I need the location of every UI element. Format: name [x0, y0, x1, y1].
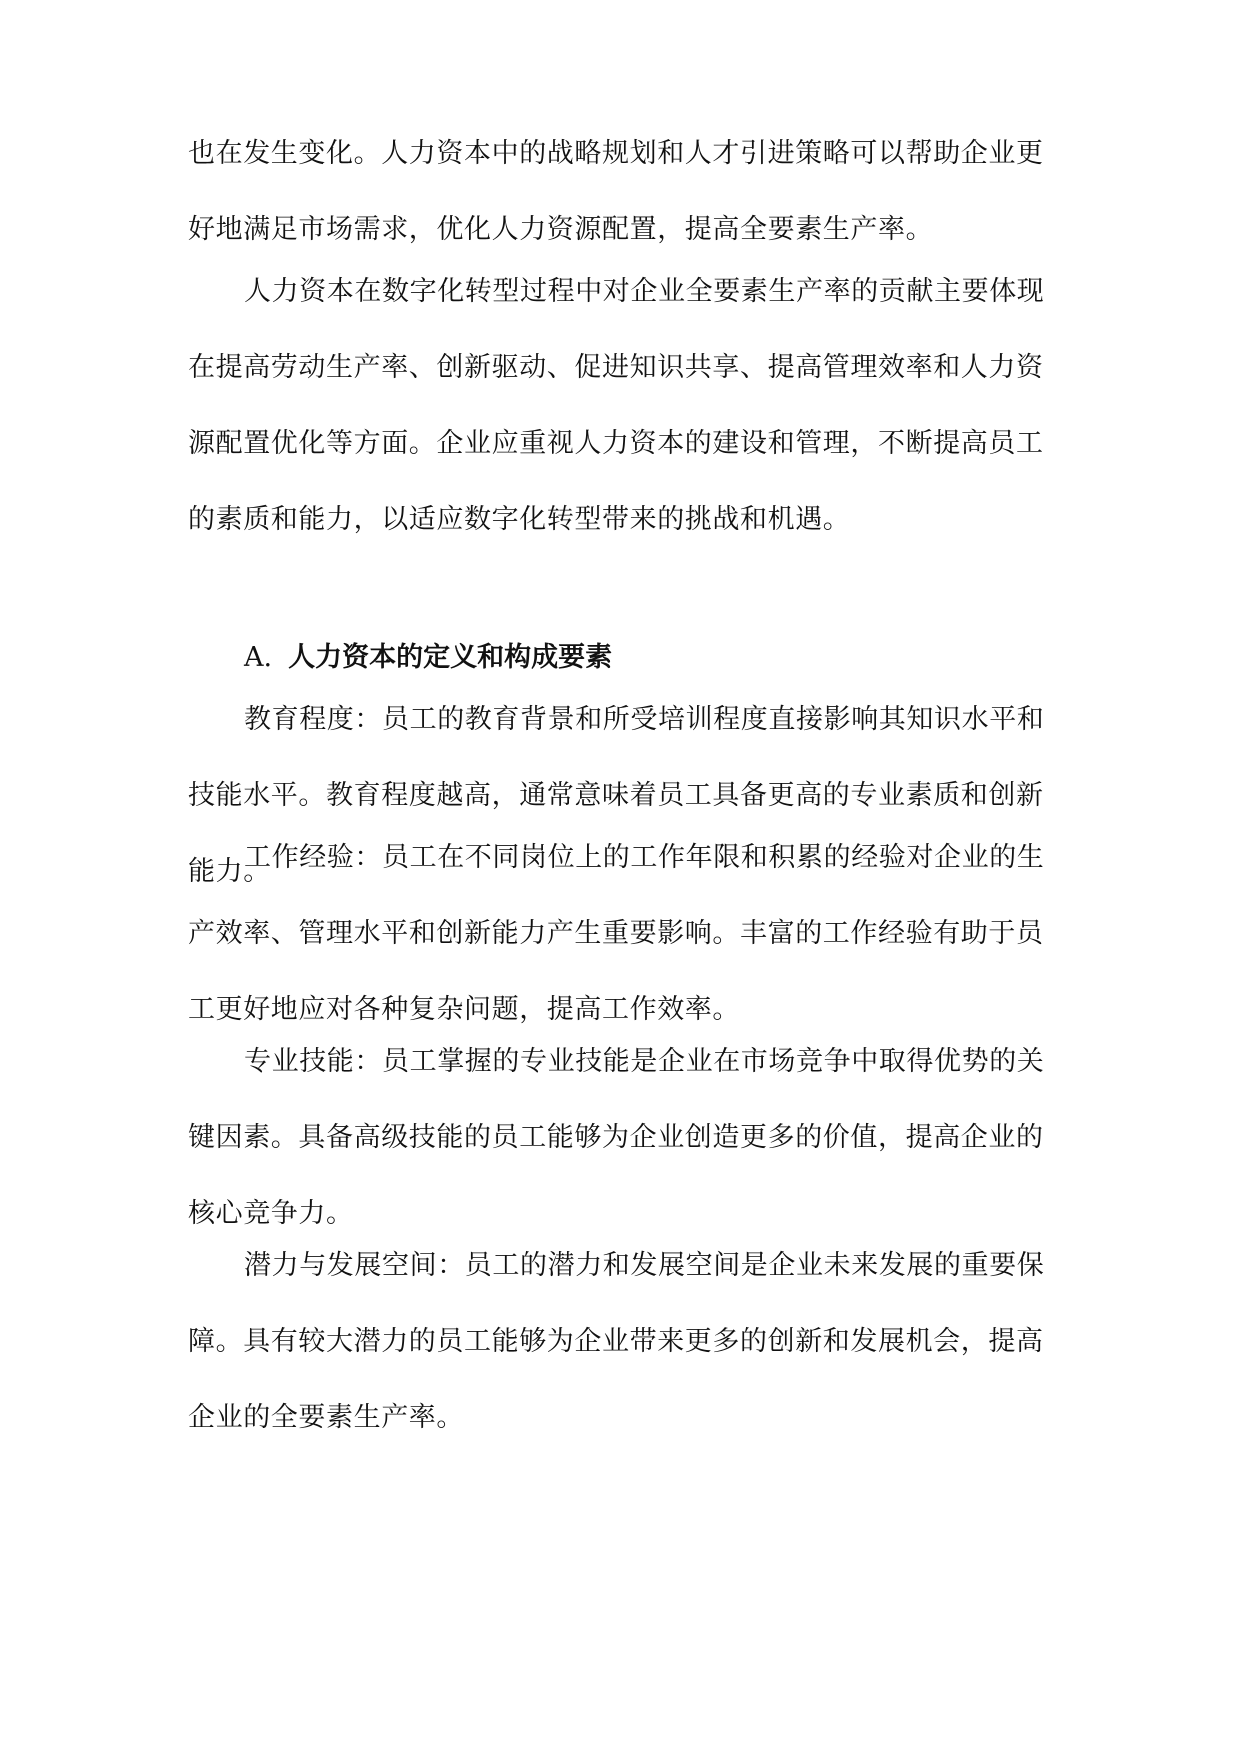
- intro-continuation-block: [188, 116, 1056, 268]
- section-heading-number: A.: [244, 642, 273, 673]
- section-heading-title: 人力资本的定义和构成要素: [288, 642, 613, 673]
- paragraph-summary: 人力资本在数字化转型过程中对企业全要素生产率的贡献主要体现在提高劳动生产率、创新驱动、促进知识共享、提高管理效率和人力资源配置优化等方面。企业应重视人力资本的建设和管理，不断提高员工的素质和能力，以适应数字化转型带来的挑战和机遇。: [188, 276, 1045, 535]
- paragraph-potential: 潜力与发展空间：员工的潜力和发展空间是企业未来发展的重要保障。具有较大潜力的员工能够为企业带来更多的创新和发展机会，提高企业的全要素生产率。: [188, 1250, 1045, 1433]
- paragraph-intro-continuation: 也在发生变化。人力资本中的战略规划和人才引进策略可以帮助企业更好地满足市场需求，优化人力资源配置，提高全要素生产率。: [188, 138, 1044, 245]
- paragraph-skills: 专业技能：员工掌握的专业技能是企业在市场竞争中取得优势的关键因素。具备高级技能的员工能够为企业创造更多的价值，提高企业的核心竞争力。: [188, 1046, 1045, 1229]
- paragraph-education: 教育程度：员工的教育背景和所受培训程度直接影响其知识水平和技能水平。教育程度越高，通常意味着员工具备更高的专业素质和创新能力。: [188, 704, 1045, 887]
- paragraph-experience: 工作经验：员工在不同岗位上的工作年限和积累的经验对企业的生产效率、管理水平和创新能力产生重要影响。丰富的工作经验有助于员工更好地应对各种复杂问题，提高工作效率。: [188, 842, 1045, 1025]
- experience-block: [188, 820, 1056, 1048]
- skills-block: [188, 1024, 1056, 1252]
- potential-block: [188, 1228, 1056, 1456]
- summary-block: [188, 254, 1056, 558]
